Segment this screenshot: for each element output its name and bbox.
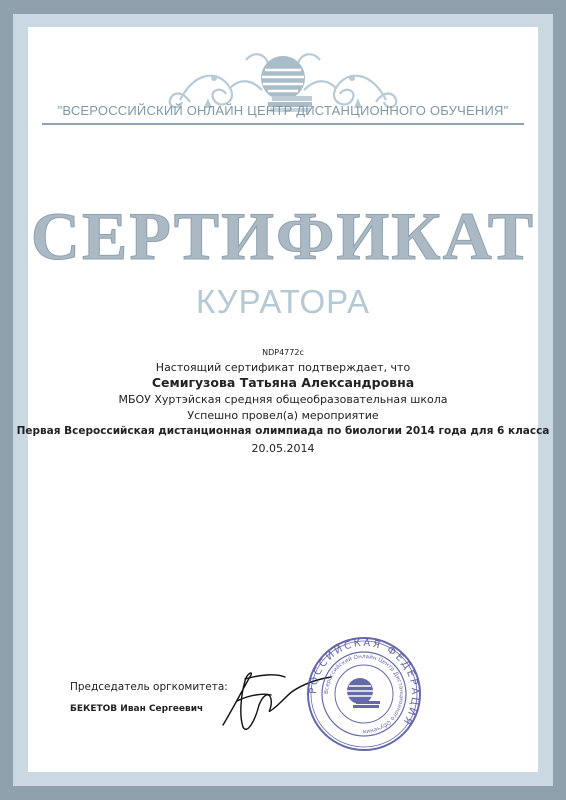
seal-inner-text: Всероссийский Онлайн Центр Дистанционного Обучения <box>323 653 405 735</box>
confirm-text: Настоящий сертификат подтверждает, что <box>155 361 411 374</box>
title-text: СЕРТИФИКАТ <box>30 198 536 274</box>
chair-label: Председатель оргкомитета: <box>70 681 228 693</box>
school-name: МБОУ Хуртэйская средняя общеобразовательная школа <box>118 393 448 406</box>
seal-stamp-icon <box>305 635 423 753</box>
certificate-title <box>28 195 538 275</box>
organization-name: "ВСЕРОССИЙСКИЙ ОНЛАЙН ЦЕНТР ДИСТАНЦИОННОГО ОБУЧЕНИЯ" <box>57 103 509 118</box>
recipient-name: Семигузова Татьяна Александровна <box>151 375 415 390</box>
certificate-subtitle: КУРАТОРА <box>196 283 370 320</box>
event-date: 20.05.2014 <box>251 442 315 455</box>
header-divider <box>42 123 524 125</box>
chair-name: БЕКЕТОВ Иван Сергеевич <box>70 704 204 714</box>
seal-outer-text: РОССИЙСКАЯ ФЕДЕРАЦИЯ <box>307 637 421 728</box>
result-text: Успешно провел(а) мероприятие <box>187 409 379 422</box>
event-name: Первая Всероссийская дистанционная олимпиада по биологии 2014 года для 6 класса <box>16 425 550 437</box>
certificate-code: NDP4772c <box>262 348 304 357</box>
